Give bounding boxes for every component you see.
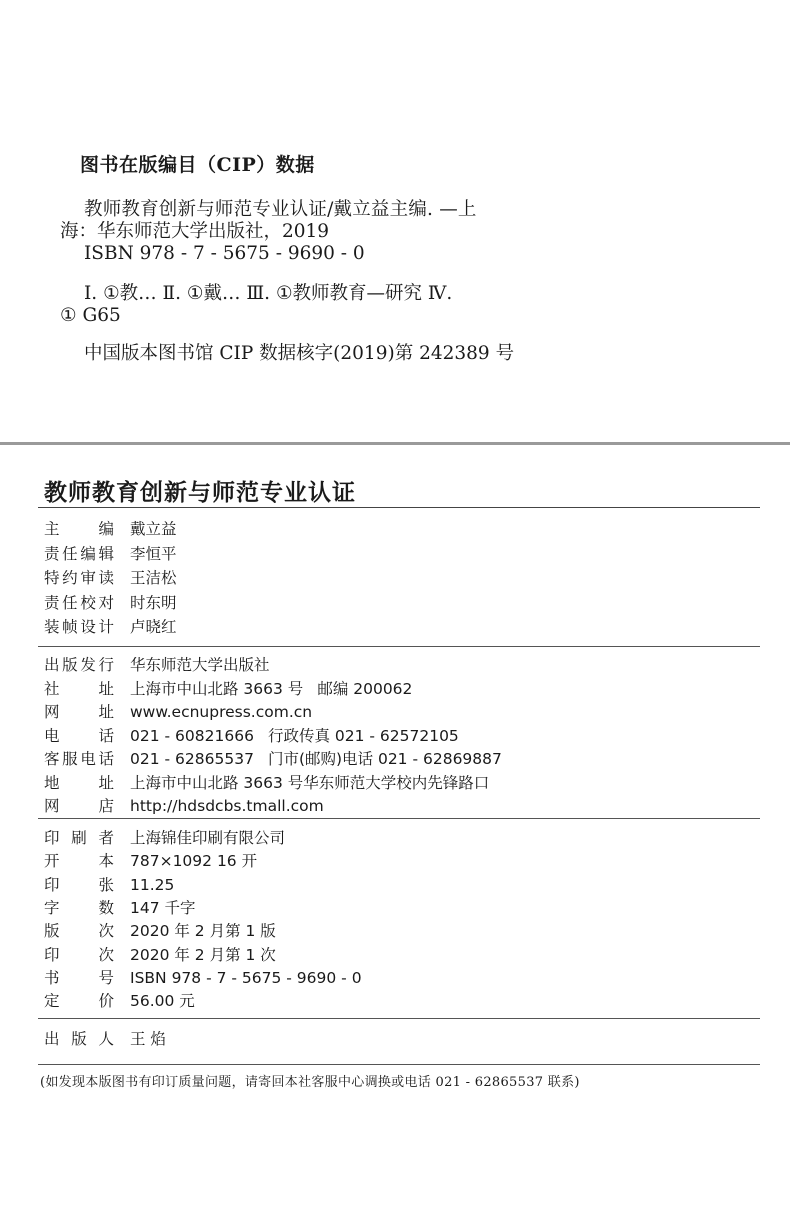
cip-heading: 图书在版编目（CIP）数据	[80, 154, 315, 176]
printing-label: 定 价	[44, 992, 114, 1011]
publisher-person-row	[44, 1028, 166, 1050]
publisher-value: 021 - 60821666 行政传真 021 - 62572105	[130, 726, 459, 745]
publisher-row	[44, 772, 490, 794]
publisher-label: 地 址	[44, 773, 114, 792]
printing-row	[44, 850, 258, 872]
quality-notice: (如发现本版图书有印订质量问题，请寄回本社客服中心调换或电话 021 - 62865537 联系)	[40, 1075, 580, 1090]
publisher-row	[44, 701, 313, 723]
printing-label: 开 本	[44, 852, 114, 871]
publisher-value-secondary: 邮编 200062	[317, 679, 413, 698]
staff-value: 卢晓红	[130, 618, 177, 636]
publisher-label: 客 服 电 话	[44, 750, 114, 768]
publisher-person-label: 出 版 人	[44, 1030, 114, 1048]
publisher-value: 上海市中山北路 3663 号华东师范大学校内先锋路口	[130, 773, 490, 792]
printing-row	[44, 897, 196, 919]
publisher-row	[44, 678, 413, 700]
staff-row	[44, 543, 177, 565]
cip-classification-code: ① G65	[60, 305, 121, 326]
publisher-value: http://hdsdcbs.tmall.com	[130, 797, 324, 815]
printing-label: 版 次	[44, 922, 114, 941]
printing-label: 印 刷 者	[44, 829, 114, 847]
publisher-value: 华东师范大学出版社	[130, 656, 270, 674]
publisher-row	[44, 748, 502, 770]
publisher-person-value: 王 焰	[130, 1030, 166, 1048]
printing-label: 印 张	[44, 875, 114, 894]
publisher-label: 网 店	[44, 797, 114, 815]
book-title: 教师教育创新与师范专业认证	[44, 479, 356, 506]
staff-row	[44, 567, 177, 589]
printing-row	[44, 827, 286, 849]
staff-label: 装 帧 设 计	[44, 618, 114, 636]
staff-value: 李恒平	[130, 544, 177, 563]
divider-printing	[38, 1018, 760, 1019]
cip-isbn-line: ISBN 978 - 7 - 5675 - 9690 - 0	[84, 243, 365, 264]
staff-value: 戴立益	[130, 520, 177, 538]
divider-staff	[38, 646, 760, 647]
publisher-row	[44, 725, 459, 747]
publisher-value: 021 - 62865537 门市(邮购)电话 021 - 62869887	[130, 750, 502, 768]
publisher-value: www.ecnupress.com.cn	[130, 703, 313, 721]
printing-value: 56.00 元	[130, 992, 195, 1011]
publisher-row	[44, 795, 324, 817]
printing-row	[44, 920, 276, 942]
printing-value: ISBN 978 - 7 - 5675 - 9690 - 0	[130, 968, 362, 987]
cip-classification-line: Ⅰ. ①教… Ⅱ. ①戴… Ⅲ. ①教师教育—研究 Ⅳ.	[84, 283, 453, 304]
publisher-value-secondary: 行政传真 021 - 62572105	[267, 726, 459, 745]
printing-value: 上海锦佳印刷有限公司	[130, 829, 286, 847]
staff-label: 特 约 审 读	[44, 569, 114, 587]
printing-value: 11.25	[130, 875, 175, 894]
divider-notice	[38, 1064, 760, 1065]
staff-label: 主 编	[44, 520, 114, 538]
divider-publisher	[38, 818, 760, 819]
printing-row	[44, 990, 195, 1012]
publisher-label: 出 版 发 行	[44, 656, 114, 674]
staff-value: 王洁松	[130, 569, 177, 587]
printing-value: 2020 年 2 月第 1 版	[130, 922, 276, 941]
section-divider	[0, 442, 790, 445]
staff-row	[44, 518, 177, 540]
publisher-label: 电 话	[44, 726, 114, 745]
printing-value: 787×1092 16 开	[130, 852, 258, 871]
printing-row	[44, 874, 175, 896]
cip-title-line: 教师教育创新与师范专业认证/戴立益主编. —上	[84, 199, 477, 220]
printing-value: 2020 年 2 月第 1 次	[130, 945, 276, 964]
cip-publisher-line: 海：华东师范大学出版社，2019	[60, 221, 330, 242]
staff-row	[44, 616, 177, 638]
cip-record-number: 中国版本图书馆 CIP 数据核字(2019)第 242389 号	[84, 343, 515, 364]
staff-value: 时东明	[130, 593, 177, 612]
publisher-row	[44, 654, 270, 676]
title-rule	[38, 507, 760, 508]
staff-label: 责 任 编 辑	[44, 544, 114, 563]
publisher-label: 网 址	[44, 703, 114, 721]
printing-row	[44, 967, 362, 989]
printing-label: 印 次	[44, 945, 114, 964]
staff-label: 责 任 校 对	[44, 593, 114, 612]
printing-label: 字 数	[44, 898, 114, 917]
printing-value: 147 千字	[130, 898, 196, 917]
publisher-value: 上海市中山北路 3663 号 邮编 200062	[130, 679, 413, 698]
printing-label: 书 号	[44, 968, 114, 987]
publisher-label: 社 址	[44, 679, 114, 698]
publisher-value-secondary: 门市(邮购)电话 021 - 62869887	[267, 750, 502, 768]
printing-row	[44, 944, 276, 966]
staff-row	[44, 592, 177, 614]
